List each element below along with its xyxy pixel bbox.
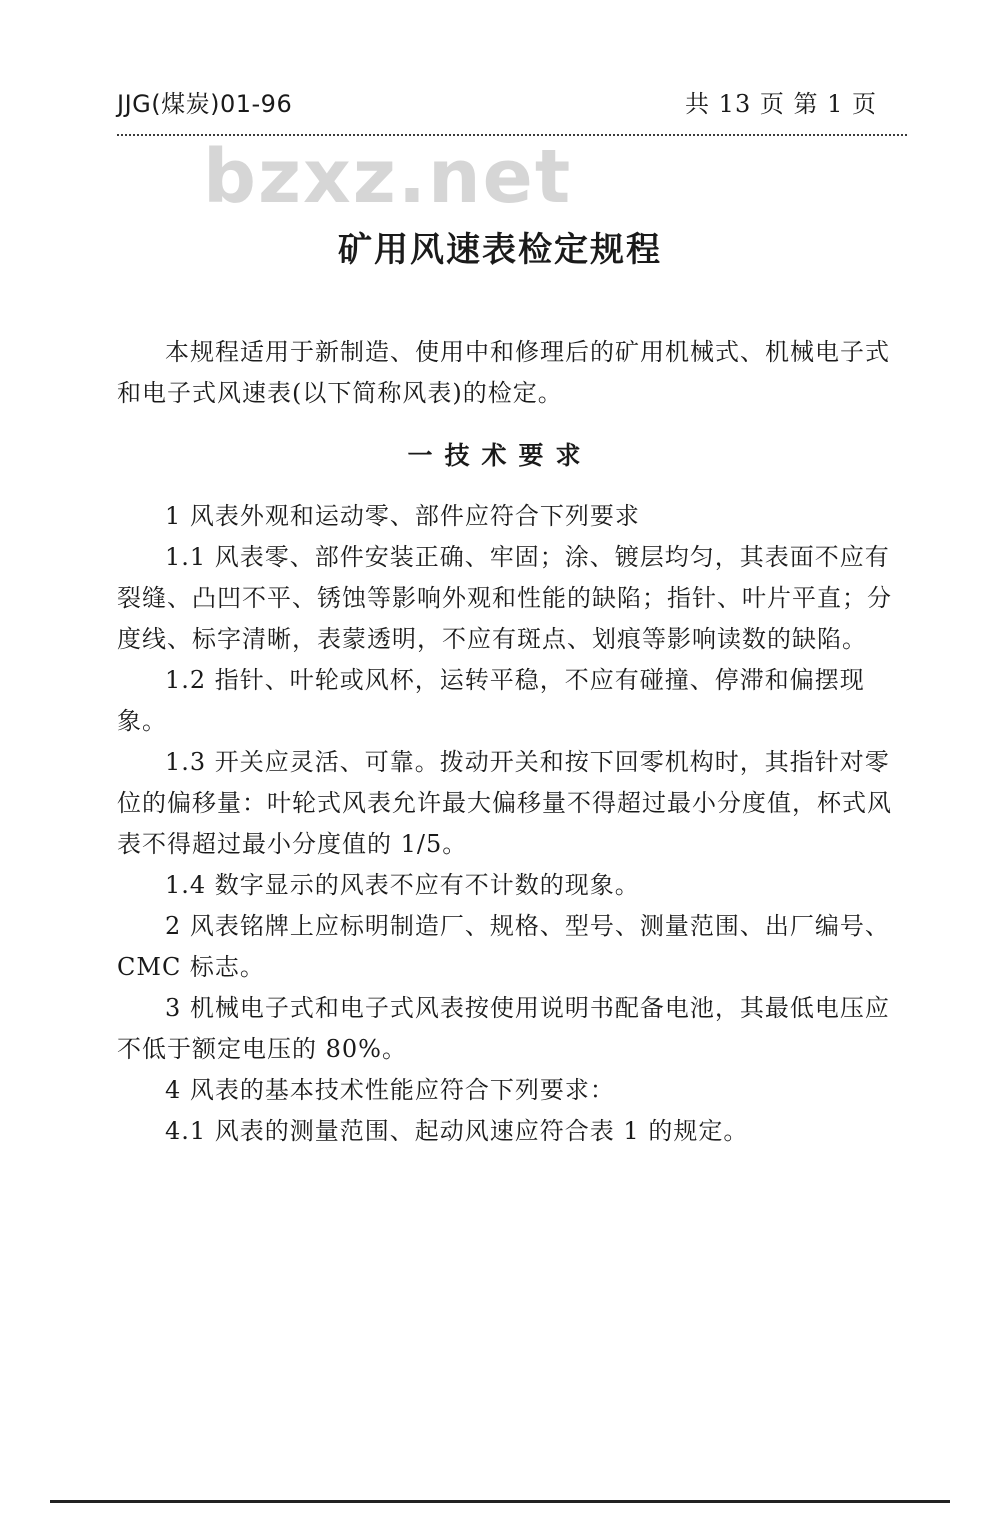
intro-block <box>117 332 907 414</box>
watermark: bzxz.net <box>203 134 573 220</box>
paragraph-4-1: 4.1 风表的测量范围、起动风速应符合表 1 的规定。 <box>165 1117 749 1145</box>
page-count: 共 13 页 第 1 页 <box>685 90 877 118</box>
intro-paragraph: 本规程适用于新制造、使用中和修理后的矿用机械式、机械电子式和电子式风速表(以下简称风表)的检定。 <box>117 338 890 407</box>
paragraph-1-2: 1.2 指针、叶轮或风杯，运转平稳，不应有碰撞、停滞和偏摆现象。 <box>117 666 865 735</box>
paragraph-1-4: 1.4 数字显示的风表不应有不计数的现象。 <box>165 871 640 899</box>
document-title: 矿用风速表检定规程 <box>338 230 662 270</box>
paragraph-2: 2 风表铭牌上应标明制造厂、规格、型号、测量范围、出厂编号、CMC 标志。 <box>117 912 890 981</box>
paragraph-1-1: 1.1 风表零、部件安装正确、牢固；涂、镀层均匀，其表面不应有裂缝、凸凹不平、锈蚀等影响外观和性能的缺陷；指针、叶片平直；分度线、标字清晰，表蒙透明，不应有斑点、划痕等影响读数的缺陷。 <box>117 543 892 653</box>
standard-code: JJG(煤炭)01-96 <box>117 90 293 118</box>
requirements-body <box>117 496 907 1152</box>
footer-divider <box>50 1500 950 1503</box>
section-heading: 一技术要求 <box>407 441 593 470</box>
page-header <box>117 84 907 124</box>
paragraph-1: 1 风表外观和运动零、部件应符合下列要求 <box>165 502 640 530</box>
paragraph-3: 3 机械电子式和电子式风表按使用说明书配备电池，其最低电压应不低于额定电压的 80%。 <box>117 994 890 1063</box>
paragraph-4: 4 风表的基本技术性能应符合下列要求： <box>165 1076 615 1104</box>
paragraph-1-3: 1.3 开关应灵活、可靠。拨动开关和按下回零机构时，其指针对零位的偏移量：叶轮式风表允许最大偏移量不得超过最小分度值，杯式风表不得超过最小分度值的 1/5。 <box>117 748 892 858</box>
